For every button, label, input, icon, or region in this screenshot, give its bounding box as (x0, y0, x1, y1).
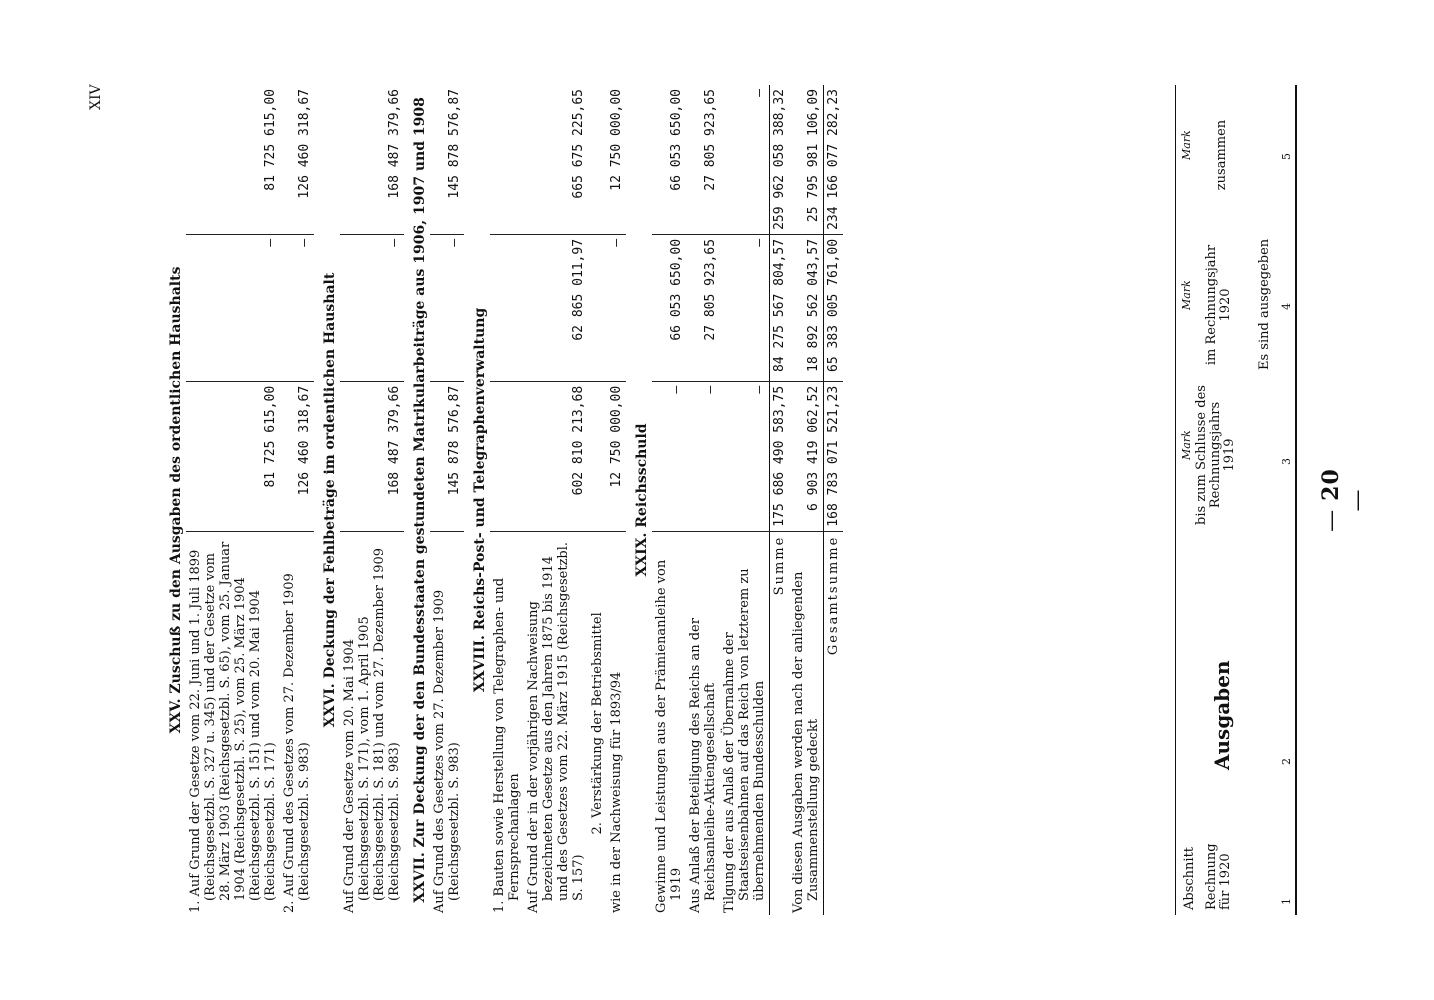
amount-c3: — (720, 381, 770, 531)
col-number-3: 3 (1280, 458, 1293, 465)
expense-table-body (160, 85, 843, 915)
row-description: 2. Verstärkung der Betriebsmittel (590, 612, 605, 835)
amount-c5: 66 053 650,00 (652, 85, 686, 234)
amount-c5 (588, 85, 607, 234)
amount-c4: — (607, 234, 626, 381)
section-heading: XXIX. Reichsschuld (634, 423, 650, 577)
amount-c4: — (720, 234, 770, 381)
amount-c4 (588, 234, 607, 381)
amount-c5: 126 460 318,67 (280, 85, 314, 234)
amount-c5: — (720, 85, 770, 234)
header-top-rule (1295, 85, 1297, 915)
table-row (340, 85, 404, 915)
table-row (464, 85, 490, 915)
col3-title: bis zum Schlusse des Rechnungsjahrs 1919 (1194, 385, 1237, 525)
amount-c4: 27 805 923,65 (686, 234, 720, 381)
amount-c4: 66 053 650,00 (652, 234, 686, 381)
row-description: wie in der Nachweisung für 1893/94 (609, 671, 624, 913)
amount-c3: 12 750 000,00 (607, 381, 626, 531)
row-description: Auf Grund der in der vorjährigen Nachweisung bezeichneten Gesetze aus den Jahren 1875 bis 1914 und des Gesetzes vom 22. März 1915 (Reichsgesetzbl. S. 157) (526, 541, 586, 913)
amount-c5: 27 805 923,65 (686, 85, 720, 234)
amount-c5: 81 725 615,00 (186, 85, 280, 234)
amount-c4: — (280, 234, 314, 381)
amount-c3 (490, 381, 524, 531)
amount-c5: 168 487 379,66 (340, 85, 404, 234)
amount-c3: 175 686 490 583,75 (770, 381, 790, 531)
col4-title: im Rechnungsjahr 1920 (1204, 244, 1233, 366)
amount-c5: 259 962 058 388,32 (770, 85, 790, 234)
amount-c5: 12 750 000,00 (607, 85, 626, 234)
amount-c5: 234 166 077 282,23 (824, 85, 844, 234)
table-row (280, 85, 314, 915)
sum-label: Summe (770, 531, 790, 915)
amount-c5: 665 675 225,65 (524, 85, 588, 234)
table-row (524, 85, 588, 915)
table-row (490, 85, 524, 915)
table-row (160, 85, 186, 915)
table-row (789, 85, 824, 915)
amount-c4: — (186, 234, 280, 381)
table-row (430, 85, 464, 915)
row-description: Aus Anlaß der Beteiligung des Reichs an der Reichsanleihe-Aktiengesellschaft (688, 618, 718, 913)
row-description: 1. Auf Grund der Gesetze vom 22. Juni und 1. Juli 1899 (Reichsgesetzbl. S. 327 u. 345) und der Gesetze vom 28. März 1903 (Reichsgesetzbl. S. 65), vom 25. Januar 1904 (Reichsgesetzbl. S. 25), vom 25. März 1904 (Reichsgesetzbl. S. 151) und vom 20. Mai 1904 (Reichsgesetzbl. S. 171) (188, 541, 278, 913)
amount-c3: 145 878 576,87 (430, 381, 464, 531)
amount-c5: 145 878 576,87 (430, 85, 464, 234)
table-row (314, 85, 340, 915)
amount-c5 (490, 85, 524, 234)
col-number-5: 5 (1280, 153, 1293, 160)
col-number-2: 2 (1280, 758, 1293, 765)
sum-label: Gesamtsumme (824, 531, 844, 915)
amount-c3: 602 810 213,68 (524, 381, 588, 531)
table-row (686, 85, 720, 915)
col2-title: Ausgaben (1210, 660, 1234, 770)
page-number-value: 20 (1318, 468, 1344, 501)
amount-c3: 168 487 379,66 (340, 381, 404, 531)
row-description: 1. Bauten sowie Herstellung von Telegraphen- und Fernsprechanlagen (492, 577, 522, 913)
table-row (404, 85, 430, 915)
row-description: Auf Grund des Gesetzes vom 27. Dezember 1909 (Reichsgesetzbl. S. 983) (432, 589, 462, 913)
col4-unit: Mark (1180, 280, 1193, 310)
section-heading: XXVIII. Reichs-Post- und Telegraphenverwaltung (472, 307, 488, 693)
page-number: — 20 — (1318, 468, 1370, 532)
row-description: Tilgung der aus Anlaß der Übernahme der Staatseisenbahnen auf das Reich von letzterem zu übernehmenden Bundesschulden (722, 568, 767, 913)
row-description: 2. Auf Grund des Gesetzes vom 27. Dezember 1909 (Reichsgesetzbl. S. 983) (282, 573, 312, 913)
amount-c3: 81 725 615,00 (186, 381, 280, 531)
col-number-1: 1 (1280, 898, 1293, 905)
col5-unit: Mark (1180, 130, 1193, 160)
row-description: Gewinne und Leistungen aus der Prämienanleihe von 1919 (654, 559, 684, 913)
amount-c4: — (430, 234, 464, 381)
amount-c4: 84 275 567 804,57 (770, 234, 790, 381)
amount-c4: — (340, 234, 404, 381)
group-title: Es sind ausgegeben (1257, 238, 1272, 370)
table-row (770, 85, 790, 915)
amount-c3 (588, 381, 607, 531)
amount-c4: 18 892 562 043,57 (789, 234, 824, 381)
col-number-4: 4 (1280, 303, 1293, 310)
col3-unit: Mark (1180, 430, 1193, 460)
table-row (607, 85, 626, 915)
amount-c4 (490, 234, 524, 381)
amount-c3: — (686, 381, 720, 531)
row-description: Von diesen Ausgaben werden nach der anliegenden Zusammenstellung gedeckt (791, 571, 821, 913)
section-heading: XXV. Zuschuß zu den Ausgaben des ordentlichen Haushalts (168, 266, 184, 734)
expense-table (160, 85, 843, 915)
col1-title: Rechnung für 1920 (1204, 843, 1233, 910)
table-row (824, 85, 844, 915)
col1-subtitle: Abschnitt (1182, 846, 1197, 910)
amount-c3: — (652, 381, 686, 531)
amount-c3: 6 903 419 062,52 (789, 381, 824, 531)
table-row (588, 85, 607, 915)
table-row (720, 85, 770, 915)
section-heading: XXVII. Zur Deckung der den Bundesstaaten gestundeten Matrikularbeiträge aus 1906, 1907 und 1908 (412, 97, 428, 903)
amount-c3: 168 783 071 521,23 (824, 381, 844, 531)
header-bottom-rule (1175, 85, 1176, 915)
section-heading: XXVI. Deckung der Fehlbeträge im ordentlichen Haushalt (322, 272, 338, 728)
margin-mark: XIV (88, 84, 104, 110)
amount-c3: 126 460 318,67 (280, 381, 314, 531)
amount-c4: 62 865 011,97 (524, 234, 588, 381)
table-row (626, 85, 652, 915)
amount-c4: 65 383 005 761,00 (824, 234, 844, 381)
col5-title: zusammen (1214, 119, 1229, 191)
amount-c5: 25 795 981 106,09 (789, 85, 824, 234)
row-description: Auf Grund der Gesetze vom 20. Mai 1904 (Reichsgesetzbl. S. 171), vom 1. April 1905 (Reichsgesetzbl. S. 181) und vom 27. Dezember 1909 (Reichsgesetzbl. S. 983) (342, 547, 402, 913)
table-row (652, 85, 686, 915)
table-row (186, 85, 280, 915)
